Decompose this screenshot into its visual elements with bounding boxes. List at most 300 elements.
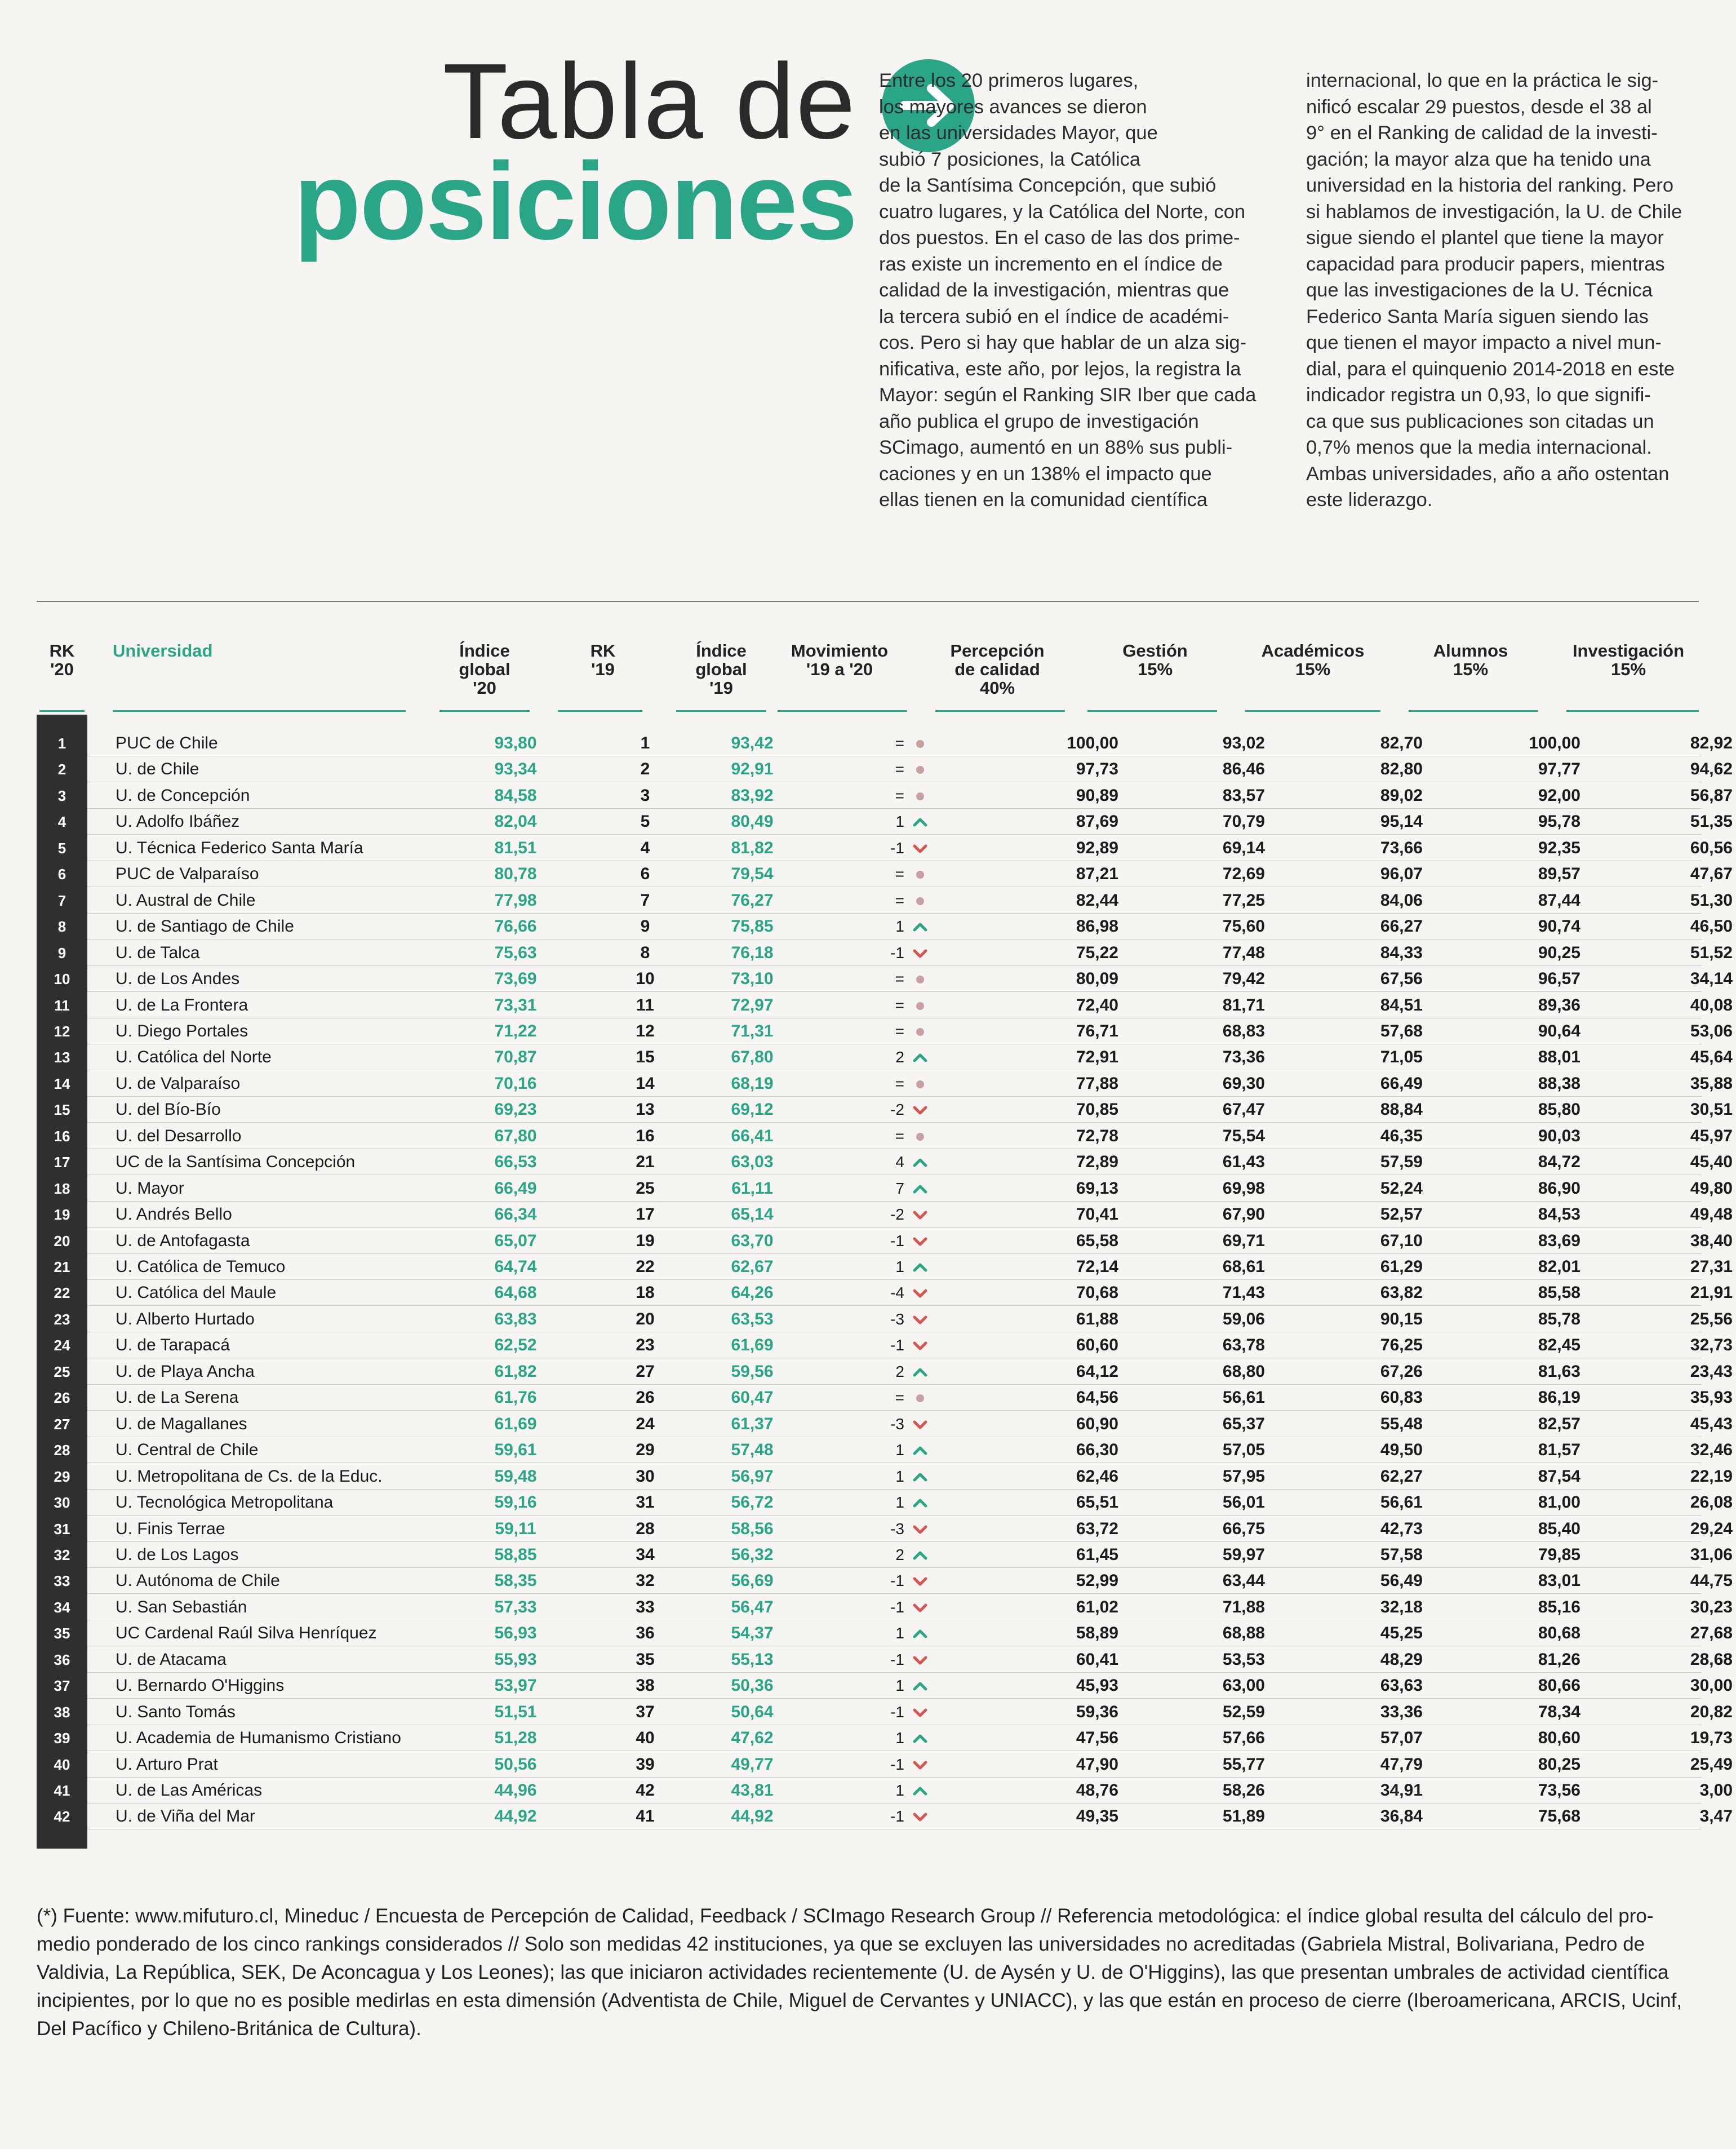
alumnos-cell: 88,01 [1538,1048,1580,1067]
investigacion-cell: 27,68 [1690,1624,1733,1643]
table-row [54,1542,1733,1568]
movement-cell: 1 [895,1467,904,1485]
movement-cell: -1 [890,1336,904,1354]
rank-2019-cell: 28 [636,1519,655,1538]
indice-2020-cell: 70,87 [494,1048,537,1067]
movement-cell: -1 [890,839,904,857]
gestion-cell: 57,66 [1222,1729,1265,1748]
rank-cell: 32 [54,1546,70,1563]
university-cell: U. Metropolitana de Cs. de la Educ. [116,1466,383,1486]
university-cell: U. Academia de Humanismo Cristiano [116,1729,401,1748]
alumnos-cell: 90,03 [1538,1126,1580,1145]
university-cell: U. Alberto Hurtado [116,1309,255,1328]
rank-2019-cell: 17 [636,1205,655,1224]
rank-2019-cell: 38 [636,1676,655,1695]
table-row [54,1071,1733,1097]
gestion-cell: 67,90 [1222,1205,1265,1224]
rank-cell: 20 [54,1232,70,1249]
table-row [54,1752,1733,1778]
indice-2019-cell: 76,18 [731,943,774,962]
table-row [54,1018,1733,1044]
percepcion-cell: 70,68 [1076,1283,1118,1302]
percepcion-cell: 70,41 [1076,1205,1118,1224]
arrow-down-icon [910,1594,933,1620]
intro-line: nificativa, este año, por lejos, la registra la [879,358,1241,380]
alumnos-cell: 80,60 [1538,1729,1580,1748]
rank-cell: 24 [54,1337,70,1354]
rank-2019-cell: 25 [636,1178,655,1198]
university-cell: U. Andrés Bello [116,1205,232,1224]
intro-line: calidad de la investigación, mientras que [879,280,1229,301]
rank-cell: 6 [57,866,66,883]
indice-2020-cell: 76,66 [494,917,537,936]
arrow-down-icon [910,1752,933,1778]
intro-line: dos puestos. En el caso de las dos prime- [879,227,1240,249]
indice-2019-cell: 49,77 [731,1754,774,1774]
alumnos-cell: 84,72 [1538,1153,1580,1172]
intro-column-2 [1306,68,1709,513]
rank-cell: 5 [57,839,66,857]
table-row [54,1437,1733,1463]
academicos-cell: 66,49 [1380,1074,1423,1093]
no-change-dot-icon [910,730,933,756]
rank-cell: 13 [54,1049,70,1066]
academicos-cell: 46,35 [1380,1126,1423,1145]
rank-cell: 39 [54,1730,70,1747]
arrow-up-icon [910,1490,933,1516]
university-cell: U. de Talca [116,943,200,962]
rank-cell: 8 [57,918,66,936]
alumnos-cell: 82,01 [1538,1257,1580,1276]
university-cell: U. de Atacama [116,1650,227,1669]
university-cell: U. Católica de Temuco [116,1257,286,1276]
header-underline [558,710,642,712]
intro-line: indicador registra un 0,93, lo que signifi- [1306,384,1651,406]
arrow-down-icon [910,1516,933,1542]
academicos-cell: 90,15 [1380,1309,1423,1328]
rank-2019-cell: 41 [636,1807,655,1826]
alumnos-cell: 85,40 [1538,1519,1580,1538]
university-cell: U. de Los Andes [116,969,240,989]
section-divider [37,601,1699,602]
investigacion-cell: 56,87 [1690,786,1733,805]
academicos-cell: 62,27 [1380,1466,1423,1486]
university-cell: U. de Antofagasta [116,1231,250,1250]
intro-line: subió 7 posiciones, la Católica [879,148,1141,170]
indice-2020-cell: 75,63 [494,943,537,962]
gestion-cell: 51,89 [1222,1807,1265,1826]
table-row [54,966,1733,992]
university-cell: U. Técnica Federico Santa María [116,838,363,857]
table-row [54,1254,1733,1280]
university-cell: U. de La Frontera [116,995,248,1014]
movement-cell: 2 [895,1362,904,1380]
indice-2020-cell: 84,58 [494,786,537,805]
gestion-cell: 58,26 [1222,1781,1265,1800]
university-cell: U. de Las Américas [116,1781,263,1800]
rank-cell: 40 [54,1756,70,1773]
indice-2019-cell: 83,92 [731,786,774,805]
alumnos-cell: 82,45 [1538,1336,1580,1355]
movement-cell: 2 [895,1545,904,1563]
percepcion-cell: 70,85 [1076,1100,1118,1119]
indice-2020-cell: 67,80 [494,1126,537,1145]
percepcion-cell: 69,13 [1076,1178,1118,1198]
table-row [54,1176,1733,1202]
indice-2019-cell: 67,80 [731,1048,774,1067]
rank-cell: 15 [54,1101,70,1119]
alumnos-cell: 86,90 [1538,1178,1580,1198]
movement-cell: 7 [895,1179,904,1197]
rank-2019-cell: 10 [636,969,655,989]
indice-2020-cell: 66,34 [494,1205,537,1224]
gestion-cell: 69,30 [1222,1074,1265,1093]
indice-2019-cell: 57,48 [731,1441,774,1460]
indice-2020-cell: 71,22 [494,1021,537,1040]
movement-cell: = [895,760,904,778]
percepcion-cell: 86,98 [1076,917,1118,936]
table-row [57,835,1733,861]
indice-2020-cell: 93,80 [494,734,537,752]
indice-2019-cell: 71,31 [731,1021,774,1040]
indice-2020-cell: 93,34 [494,760,537,779]
investigacion-cell: 46,50 [1690,917,1733,936]
no-change-dot-icon [910,888,933,914]
gestion-cell: 86,46 [1222,760,1265,779]
indice-2019-cell: 76,27 [731,890,774,910]
rank-2019-cell: 35 [636,1650,655,1669]
alumnos-cell: 92,00 [1538,786,1580,805]
rank-2019-cell: 13 [636,1100,655,1119]
indice-2020-cell: 53,97 [494,1676,537,1695]
alumnos-cell: 81,57 [1538,1441,1580,1460]
arrow-up-icon [910,1359,933,1385]
no-change-dot-icon [910,1018,933,1044]
table-row [54,1202,1733,1228]
rank-2019-cell: 40 [636,1729,655,1748]
table-row [57,730,1733,756]
movement-cell: -3 [890,1415,904,1433]
table-row [54,1804,1733,1829]
rank-2019-cell: 6 [640,865,650,884]
intro-line: sigue siendo el plantel que tiene la mayor [1306,227,1664,249]
indice-2019-cell: 60,47 [731,1388,774,1407]
table-row [57,940,1733,966]
academicos-cell: 61,29 [1380,1257,1423,1276]
percepcion-cell: 72,78 [1076,1126,1118,1145]
intro-line: nificó escalar 29 puestos, desde el 38 al [1306,96,1652,118]
header-indice19: Índice global '19 [695,641,747,698]
gestion-cell: 77,48 [1222,943,1265,962]
university-cell: U. Arturo Prat [116,1754,218,1774]
university-cell: U. Austral de Chile [116,890,256,910]
intro-line: en las universidades Mayor, que [879,122,1158,144]
rank-2019-cell: 3 [640,786,650,805]
rank-2019-cell: 21 [636,1153,655,1172]
gestion-cell: 59,06 [1222,1309,1265,1328]
percepcion-cell: 60,60 [1076,1336,1118,1355]
footnote [37,1902,1702,2043]
academicos-cell: 33,36 [1380,1702,1423,1721]
intro-line: Federico Santa María siguen siendo las [1306,305,1649,327]
indice-2020-cell: 56,93 [494,1624,537,1643]
header-underline [113,710,406,712]
movement-cell: 1 [895,918,904,936]
gestion-cell: 56,01 [1222,1493,1265,1512]
indice-2019-cell: 56,47 [731,1597,774,1616]
indice-2019-cell: 79,54 [731,865,774,884]
percepcion-cell: 61,02 [1076,1597,1118,1616]
rank-cell: 7 [57,892,66,909]
indice-2019-cell: 63,03 [731,1153,774,1172]
gestion-cell: 75,60 [1222,917,1265,936]
movement-cell: -1 [890,1755,904,1773]
university-cell: PUC de Valparaíso [116,865,259,884]
indice-2020-cell: 81,51 [494,838,537,857]
arrow-up-icon [910,1620,933,1646]
rank-2019-cell: 5 [640,812,650,831]
university-cell: U. Bernardo O'Higgins [116,1676,285,1695]
rank-cell: 14 [54,1075,70,1092]
investigacion-cell: 45,97 [1690,1126,1733,1145]
intro-column-1 [879,68,1282,513]
rank-cell: 31 [54,1520,70,1537]
intro-line: universidad en la historia del ranking. Pero [1306,175,1674,196]
alumnos-cell: 89,57 [1538,865,1580,884]
rank-2019-cell: 15 [636,1048,655,1067]
indice-2020-cell: 55,93 [494,1650,537,1669]
investigacion-cell: 82,92 [1690,734,1733,752]
indice-2019-cell: 44,92 [731,1807,774,1826]
investigacion-cell: 45,40 [1690,1153,1733,1172]
university-cell: UC de la Santísima Concepción [116,1153,356,1172]
heading-line1: Tabla de [442,42,856,161]
investigacion-cell: 32,73 [1690,1336,1733,1355]
arrow-down-icon [910,1568,933,1594]
movement-cell: -1 [890,1807,904,1825]
arrow-down-icon [910,1804,933,1829]
investigacion-cell: 34,14 [1690,969,1733,989]
intro-line: 9° en el Ranking de calidad de la investi- [1306,122,1658,144]
indice-2019-cell: 62,67 [731,1257,774,1276]
academicos-cell: 52,57 [1380,1205,1423,1224]
alumnos-cell: 79,85 [1538,1545,1580,1564]
academicos-cell: 67,10 [1380,1231,1423,1250]
rank-cell: 33 [54,1572,70,1590]
university-cell: U. Católica del Maule [116,1283,277,1302]
rank-cell: 27 [54,1415,70,1433]
indice-2019-cell: 56,97 [731,1466,774,1486]
alumnos-cell: 80,25 [1538,1754,1580,1774]
indice-2020-cell: 44,92 [494,1807,537,1826]
percepcion-cell: 100,00 [1067,734,1118,752]
rank-2019-cell: 19 [636,1231,655,1250]
academicos-cell: 56,49 [1380,1571,1423,1590]
percepcion-cell: 64,56 [1076,1388,1118,1407]
movement-cell: 1 [895,1258,904,1275]
university-cell: U. del Bío-Bío [116,1100,221,1119]
gestion-cell: 66,75 [1222,1519,1265,1538]
academicos-cell: 67,26 [1380,1362,1423,1381]
gestion-cell: 69,98 [1222,1178,1265,1198]
alumnos-cell: 85,58 [1538,1283,1580,1302]
alumnos-cell: 84,53 [1538,1205,1580,1224]
percepcion-cell: 72,89 [1076,1153,1118,1172]
intro-line: cos. Pero si hay que hablar de un alza sig- [879,332,1247,353]
alumnos-cell: 82,57 [1538,1414,1580,1433]
table-row [54,1123,1733,1149]
movement-cell: = [895,891,904,909]
movement-cell: 1 [895,1624,904,1642]
investigacion-cell: 31,06 [1690,1545,1733,1564]
rank-2019-cell: 37 [636,1702,655,1721]
header-indice20: Índice global '20 [459,641,510,698]
rank-2019-cell: 2 [640,760,650,779]
university-cell: U. Diego Portales [116,1021,248,1040]
rank-cell: 41 [54,1782,70,1799]
indice-2019-cell: 61,69 [731,1336,774,1355]
intro-line: este liderazgo. [1306,489,1433,511]
investigacion-cell: 94,62 [1690,760,1733,779]
rank-2019-cell: 27 [636,1362,655,1381]
investigacion-cell: 27,31 [1690,1257,1733,1276]
arrow-up-icon [910,1673,933,1699]
movement-cell: -1 [890,1650,904,1668]
indice-2019-cell: 56,69 [731,1571,774,1590]
percepcion-cell: 82,44 [1076,890,1118,910]
alumnos-cell: 81,26 [1538,1650,1580,1669]
header-underline [39,710,85,712]
rank-2019-cell: 8 [640,943,650,962]
rank-cell: 42 [54,1808,70,1825]
rank-2019-cell: 39 [636,1754,655,1774]
movement-cell: = [895,865,904,883]
indice-2020-cell: 59,11 [495,1519,536,1538]
intro-line: caciones y en un 138% el impacto que [879,463,1212,485]
indice-2020-cell: 64,68 [494,1283,537,1302]
gestion-cell: 83,57 [1222,786,1265,805]
arrow-down-icon [910,1332,933,1358]
no-change-dot-icon [910,992,933,1018]
movement-cell: = [895,1074,904,1092]
gestion-cell: 61,43 [1222,1153,1265,1172]
alumnos-cell: 92,35 [1538,838,1580,857]
rank-2019-cell: 14 [636,1074,655,1093]
academicos-cell: 76,25 [1380,1336,1423,1355]
indice-2019-cell: 55,13 [731,1650,774,1669]
indice-2020-cell: 66,53 [494,1153,537,1172]
rank-2019-cell: 32 [636,1571,655,1590]
university-cell: U. Mayor [116,1178,184,1198]
indice-2019-cell: 63,70 [731,1231,774,1250]
percepcion-cell: 52,99 [1076,1571,1118,1590]
indice-2020-cell: 62,52 [494,1336,537,1355]
academicos-cell: 84,51 [1380,995,1423,1014]
rank-cell: 37 [54,1677,70,1695]
gestion-cell: 69,71 [1222,1231,1265,1250]
gestion-cell: 81,71 [1222,995,1265,1014]
indice-2020-cell: 61,82 [494,1362,537,1381]
rank-2019-cell: 4 [640,838,650,857]
indice-2020-cell: 61,69 [494,1414,537,1433]
rank-cell: 21 [54,1259,70,1275]
investigacion-cell: 47,67 [1690,865,1733,884]
rank-cell: 38 [54,1703,70,1721]
intro-line: si hablamos de investigación, la U. de Chile [1306,201,1682,223]
university-cell: U. Adolfo Ibáñez [116,812,240,831]
investigacion-cell: 30,00 [1690,1676,1733,1695]
university-cell: U. de Playa Ancha [116,1362,255,1381]
academicos-cell: 48,29 [1380,1650,1423,1669]
indice-2020-cell: 70,16 [494,1074,537,1093]
percepcion-cell: 72,14 [1076,1257,1118,1276]
academicos-cell: 36,84 [1380,1807,1423,1826]
gestion-cell: 56,61 [1222,1388,1265,1407]
movement-cell: 1 [895,1441,904,1459]
rank-2019-cell: 23 [636,1336,655,1355]
percepcion-cell: 47,56 [1076,1729,1118,1748]
gestion-cell: 53,53 [1222,1650,1265,1669]
footnote-line: incipientes, por lo que no es posible medirlas en esta dimensión (Adventista de Chile, Miguel de Cervantes y UNIACC), y las que están en proceso de cierre (Iberoamericana, ARCIS, Ucinf, [37,1990,1682,2011]
arrow-down-icon [910,835,933,861]
investigacion-cell: 53,06 [1690,1021,1733,1040]
table-row [54,1332,1733,1358]
investigacion-cell: 51,35 [1690,812,1733,831]
indice-2020-cell: 58,35 [494,1571,537,1590]
movement-cell: -4 [890,1284,904,1302]
indice-2019-cell: 80,49 [731,812,774,831]
indice-2019-cell: 56,72 [731,1493,774,1512]
alumnos-cell: 80,66 [1538,1676,1580,1695]
academicos-cell: 55,48 [1380,1414,1423,1433]
movement-cell: 1 [895,1782,904,1799]
table-row [54,992,1733,1018]
rank-cell: 12 [54,1022,70,1040]
intro-line: 0,7% menos que la media internacional. [1306,437,1652,458]
movement-cell: -1 [890,1598,904,1616]
intro-line: año publica el grupo de investigación [879,410,1199,432]
percepcion-cell: 49,35 [1076,1807,1118,1826]
table-row [54,1594,1733,1620]
percepcion-cell: 72,40 [1076,995,1118,1014]
header-underline [778,710,907,712]
arrow-down-icon [910,1202,933,1228]
gestion-cell: 93,02 [1222,734,1265,752]
indice-2019-cell: 72,97 [731,995,774,1014]
rank-2019-cell: 9 [640,917,650,936]
gestion-cell: 68,61 [1222,1257,1265,1276]
table-row [54,1385,1733,1411]
academicos-cell: 42,73 [1380,1519,1423,1538]
movement-cell: = [895,1389,904,1407]
intro-line: Entre los 20 primeros lugares, [879,70,1139,91]
university-cell: U. de Concepción [116,786,250,805]
academicos-cell: 52,24 [1380,1178,1423,1198]
arrow-down-icon [910,1647,933,1673]
investigacion-cell: 20,82 [1690,1702,1733,1721]
footnote-line: Del Pacífico y Chileno-Británica de Cultura). [37,2018,421,2040]
intro-line: dial, para el quinquenio 2014-2018 en este [1306,358,1675,380]
arrow-down-icon [910,1306,933,1332]
indice-2020-cell: 82,04 [494,812,537,831]
alumnos-cell: 83,69 [1538,1231,1580,1250]
arrow-down-icon [910,940,933,966]
rank-cell: 18 [54,1180,70,1197]
investigacion-cell: 35,93 [1690,1388,1733,1407]
investigacion-cell: 51,30 [1690,890,1733,910]
percepcion-cell: 90,89 [1076,786,1118,805]
academicos-cell: 67,56 [1380,969,1423,989]
